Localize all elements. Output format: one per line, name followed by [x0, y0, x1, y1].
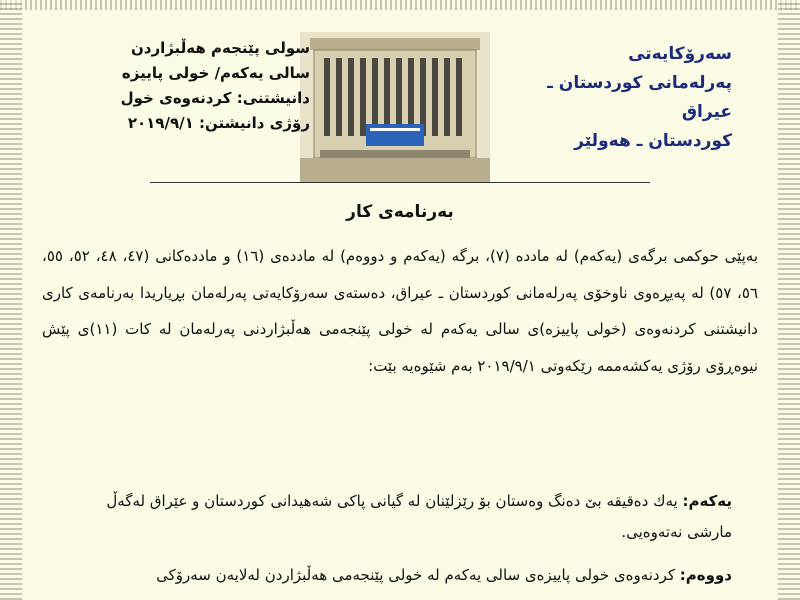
- agenda-item-2-label: دووەم:: [679, 566, 732, 584]
- header-divider: [150, 182, 650, 183]
- session-line-2: سالی یەکەم/ خولی پاییزە: [121, 64, 310, 82]
- institution-line-3: کوردستان ـ هەولێر: [574, 131, 732, 151]
- institution-line-2: پەرلەمانی کوردستان ـ عیراق: [547, 73, 732, 122]
- letterhead-institution: [502, 40, 732, 156]
- agenda-item-2: [72, 560, 732, 591]
- agenda-preamble: [42, 238, 758, 384]
- institution-line-1: سەرۆکایەتی: [628, 44, 732, 64]
- agenda-item-2-text: کردنەوەی خولی پاییزەی سالی یەکەم لە خولی پێنجەمی هەڵبژاردن لەلایەن سەرۆکی: [156, 566, 676, 584]
- document-title: بەرنامەی کار: [346, 202, 454, 222]
- agenda-item-1: [72, 486, 732, 548]
- agenda-item-1-text: یەك دەقیقە بێ دەنگ وەستان بۆ رێزلێنان لە گیانی پاکی شەهیدانی کوردستان و عێراق لەگەڵ مارشی نەتەوەیی.: [106, 492, 732, 541]
- session-info: [70, 36, 310, 136]
- session-line-4: رۆژی دانیشتن: ٢٠١٩/٩/١: [127, 114, 310, 132]
- page-border-top: [0, 0, 800, 10]
- page-border-right: [778, 0, 800, 600]
- letterhead: [30, 24, 770, 184]
- preamble-paragraph: بەپێی حوکمی برگەی (یەکەم) لە ماددە (٧)، برگە (یەکەم و دووەم) لە ماددەی (١٦) و ماددەکانی (٤٧، ٤٨، ٥٢، ٥٥، ٥٦، ٥٧) لە پەیڕەوی ناوخۆی پەرلەمانی کوردستان ـ عیراق، دەستەی سەرۆکایەتی پەرلەمان بڕیاریدا بەرنامەی کاری دانیشتنی کردنەوەی (خولی پاییزە)ی سالی یەکەم لە خولی پێنجەمی هەڵبژاردنی پەرلەمان لە کات (١١)ی پێش نیوەڕۆی رۆژی یەکشەممە رێکەوتی ٢٠١٩/٩/١ بەم شێوەیە بێت:: [42, 247, 759, 375]
- parliament-building-logo: [300, 32, 490, 182]
- session-line-1: سولی پێنجەم هەڵبژاردن: [130, 39, 310, 57]
- page-border-left: [0, 0, 22, 600]
- agenda-item-1-label: یەکەم:: [682, 492, 732, 510]
- session-line-3: دانیشتنی: کردنەوەی خول: [120, 89, 310, 107]
